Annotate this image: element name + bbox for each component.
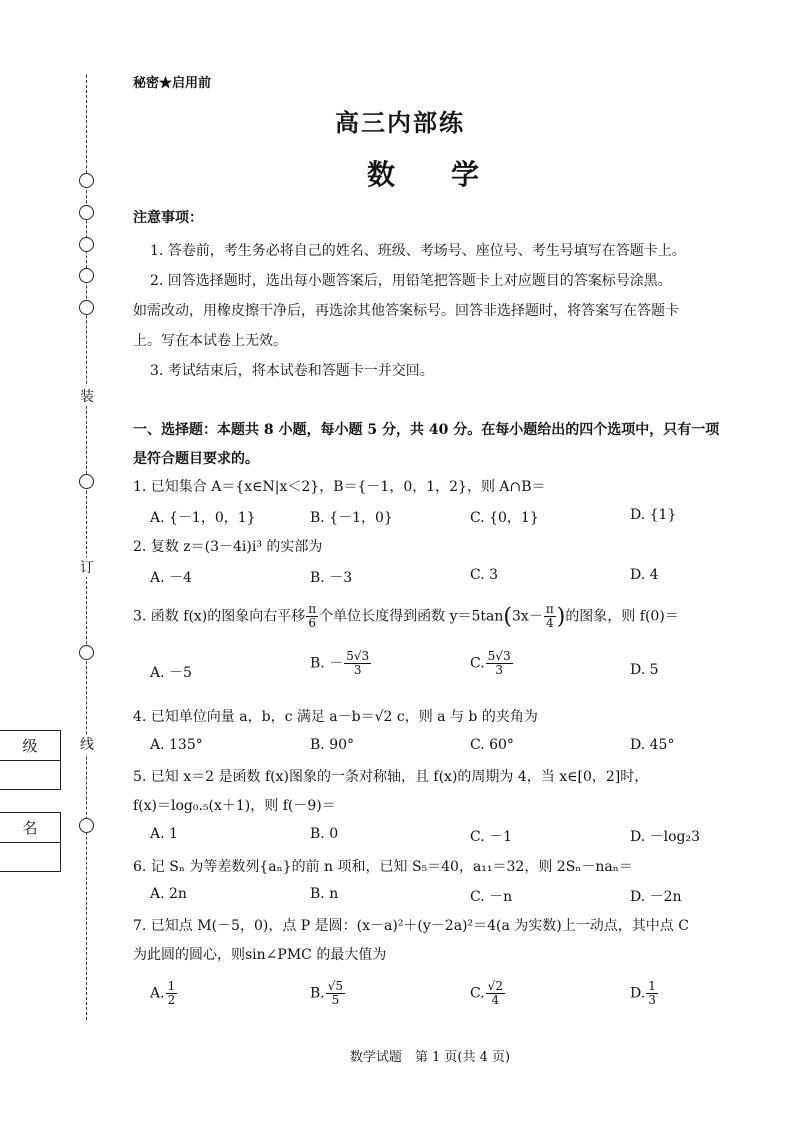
option-prefix: D. bbox=[630, 985, 646, 1002]
option-prefix: B. － bbox=[310, 655, 344, 672]
confidential-mark: 秘密★启用前 bbox=[133, 76, 212, 91]
option-fraction bbox=[166, 980, 178, 1007]
note-2-line-3: 上。写在本试卷上无效。 bbox=[133, 333, 287, 349]
section-1-heading-line-2: 是符合题目要求的。 bbox=[133, 451, 259, 467]
fraction-pi-over-4 bbox=[544, 603, 556, 630]
question-7-option-c bbox=[470, 980, 506, 1007]
option-fraction bbox=[326, 980, 345, 1007]
fraction-pi-over-6 bbox=[306, 603, 318, 630]
fraction-numerator: 1 bbox=[648, 979, 656, 993]
binding-hole-circle bbox=[79, 268, 94, 283]
question-7-option-b bbox=[310, 980, 346, 1007]
question-4-option-b: B. 90° bbox=[310, 737, 355, 753]
subject-title: 数 学 bbox=[366, 158, 493, 191]
name-field-box bbox=[0, 812, 61, 872]
fraction-denominator: 3 bbox=[495, 663, 503, 677]
fraction-numerator: √5 bbox=[327, 979, 344, 993]
question-6-option-c: C. －n bbox=[470, 889, 513, 905]
question-6-option-a: A. 2n bbox=[150, 886, 187, 902]
question-2-stem: 2. 复数 z＝(3－4i)i³ 的实部为 bbox=[133, 539, 323, 555]
binding-hole-circle bbox=[79, 818, 94, 833]
question-3-stem-part-3: 3x－ bbox=[512, 608, 543, 625]
option-prefix: B. bbox=[310, 985, 325, 1002]
question-3-stem-part-4: 的图象，则 f(0)＝ bbox=[565, 608, 679, 625]
notes-heading: 注意事项： bbox=[133, 210, 203, 226]
question-1-stem: 1. 已知集合 A＝{x∈N|x＜2}，B＝{－1，0，1，2}，则 A∩B＝ bbox=[133, 479, 546, 495]
fraction-numerator: π bbox=[545, 602, 554, 616]
option-fraction bbox=[344, 650, 371, 677]
option-prefix: C. bbox=[470, 985, 485, 1002]
class-label: 级 bbox=[22, 737, 38, 755]
question-5-option-b: B. 0 bbox=[310, 826, 339, 842]
question-3-stem-part-1: 3. 函数 f(x)的图象向右平移 bbox=[133, 608, 306, 625]
class-field-box bbox=[0, 730, 61, 790]
binding-label-ding: 订 bbox=[78, 557, 96, 577]
question-6-option-b: B. n bbox=[310, 886, 339, 902]
fraction-numerator: π bbox=[308, 602, 317, 616]
binding-hole-circle bbox=[79, 237, 94, 252]
question-3-stem-part-2: 个单位长度得到函数 y＝5tan bbox=[319, 608, 504, 625]
question-7-stem-line-2: 为此圆的圆心，则sin∠PMC 的最大值为 bbox=[133, 947, 387, 963]
note-2-line-1: 2. 回答选择题时，选出每小题答案后，用铅笔把答题卡上对应题目的答案标号涂黑。 bbox=[150, 273, 672, 289]
binding-label-xian: 线 bbox=[78, 734, 96, 754]
left-paren: ( bbox=[503, 604, 513, 630]
question-3-option-b bbox=[310, 650, 372, 677]
question-7-option-d bbox=[630, 980, 659, 1007]
question-1-option-b: B. {－1，0} bbox=[310, 510, 393, 526]
option-fraction bbox=[486, 980, 505, 1007]
question-1-option-d: D. {1} bbox=[630, 507, 677, 523]
option-fraction bbox=[486, 650, 513, 677]
question-6-stem: 6. 记 Sₙ 为等差数列{aₙ}的前 n 项和，已知 S₅＝40，a₁₁＝32，则 2Sₙ－naₙ＝ bbox=[133, 859, 633, 875]
question-5-option-c: C. －1 bbox=[470, 829, 513, 845]
exam-title: 高三内部练 bbox=[335, 108, 465, 137]
question-3-option-d: D. 5 bbox=[630, 662, 659, 678]
fraction-denominator: 4 bbox=[491, 993, 500, 1007]
question-4-stem: 4. 已知单位向量 a，b，c 满足 a－b＝√2 c，则 a 与 b 的夹角为 bbox=[133, 709, 538, 725]
question-4-option-c: C. 60° bbox=[470, 737, 514, 753]
fraction-denominator: 6 bbox=[308, 616, 317, 630]
question-3-option-a: A. －5 bbox=[150, 665, 192, 681]
question-2-option-d: D. 4 bbox=[630, 567, 659, 583]
fraction-numerator: 5√3 bbox=[487, 649, 511, 663]
note-1: 1. 答卷前，考生务必将自己的姓名、班级、考场号、座位号、考生号填写在答题卡上。 bbox=[150, 243, 686, 259]
binding-hole-circle bbox=[79, 300, 94, 315]
binding-hole-circle bbox=[79, 205, 94, 220]
fraction-numerator: √2 bbox=[487, 979, 503, 993]
option-fraction bbox=[646, 980, 658, 1007]
binding-label-zhuang: 装 bbox=[78, 386, 96, 406]
question-5-option-d: D. －log₂3 bbox=[630, 829, 701, 845]
question-2-option-a: A. －4 bbox=[150, 570, 192, 586]
page-footer: 数学试题 第 1 页(共 4 页) bbox=[349, 1050, 511, 1065]
fraction-denominator: 3 bbox=[648, 993, 656, 1007]
fraction-denominator: 5 bbox=[331, 993, 340, 1007]
option-prefix: C. bbox=[470, 655, 485, 672]
question-2-option-c: C. 3 bbox=[470, 567, 499, 583]
fraction-denominator: 3 bbox=[353, 663, 362, 677]
option-prefix: A. bbox=[150, 985, 165, 1002]
question-7-stem-line-1: 7. 已知点 M(－5，0)，点 P 是圆：(x－a)²＋(y－2a)²＝4(a 为实数)上一动点，其中点 C bbox=[133, 918, 689, 934]
note-3: 3. 考试结束后，将本试卷和答题卡一并交回。 bbox=[150, 363, 434, 379]
question-4-option-a: A. 135° bbox=[150, 737, 203, 753]
fraction-numerator: 5√3 bbox=[346, 649, 370, 663]
question-3-option-c bbox=[470, 650, 514, 677]
fraction-denominator: 2 bbox=[167, 993, 176, 1007]
question-5-stem-line-2: f(x)＝log₀.₅(x＋1)，则 f(－9)＝ bbox=[133, 798, 336, 814]
question-1-option-c: C. {0，1} bbox=[470, 510, 539, 526]
question-3-stem bbox=[133, 603, 679, 630]
question-7-option-a bbox=[150, 980, 178, 1007]
right-paren: ) bbox=[556, 604, 566, 630]
binding-hole-circle bbox=[79, 474, 94, 489]
question-2-option-b: B. －3 bbox=[310, 570, 353, 586]
fraction-numerator: 1 bbox=[167, 979, 176, 993]
question-1-option-a: A. {－1，0，1} bbox=[150, 510, 256, 526]
name-label: 名 bbox=[22, 819, 38, 837]
question-4-option-d: D. 45° bbox=[630, 737, 675, 753]
fraction-denominator: 4 bbox=[545, 616, 554, 630]
binding-hole-circle bbox=[79, 645, 94, 660]
question-5-option-a: A. 1 bbox=[150, 826, 178, 842]
question-6-option-d: D. －2n bbox=[630, 889, 682, 905]
note-2-line-2: 如需改动，用橡皮擦干净后，再选涂其他答案标号。回答非选择题时，将答案写在答题卡 bbox=[133, 303, 679, 319]
question-5-stem-line-1: 5. 已知 x＝2 是函数 f(x)图象的一条对称轴，且 f(x)的周期为 4，当 x∈[0，2]时， bbox=[133, 769, 649, 785]
section-1-heading-line-1: 一、选择题：本题共 8 小题，每小题 5 分，共 40 分。在每小题给出的四个选项中，只有一项 bbox=[133, 422, 720, 438]
